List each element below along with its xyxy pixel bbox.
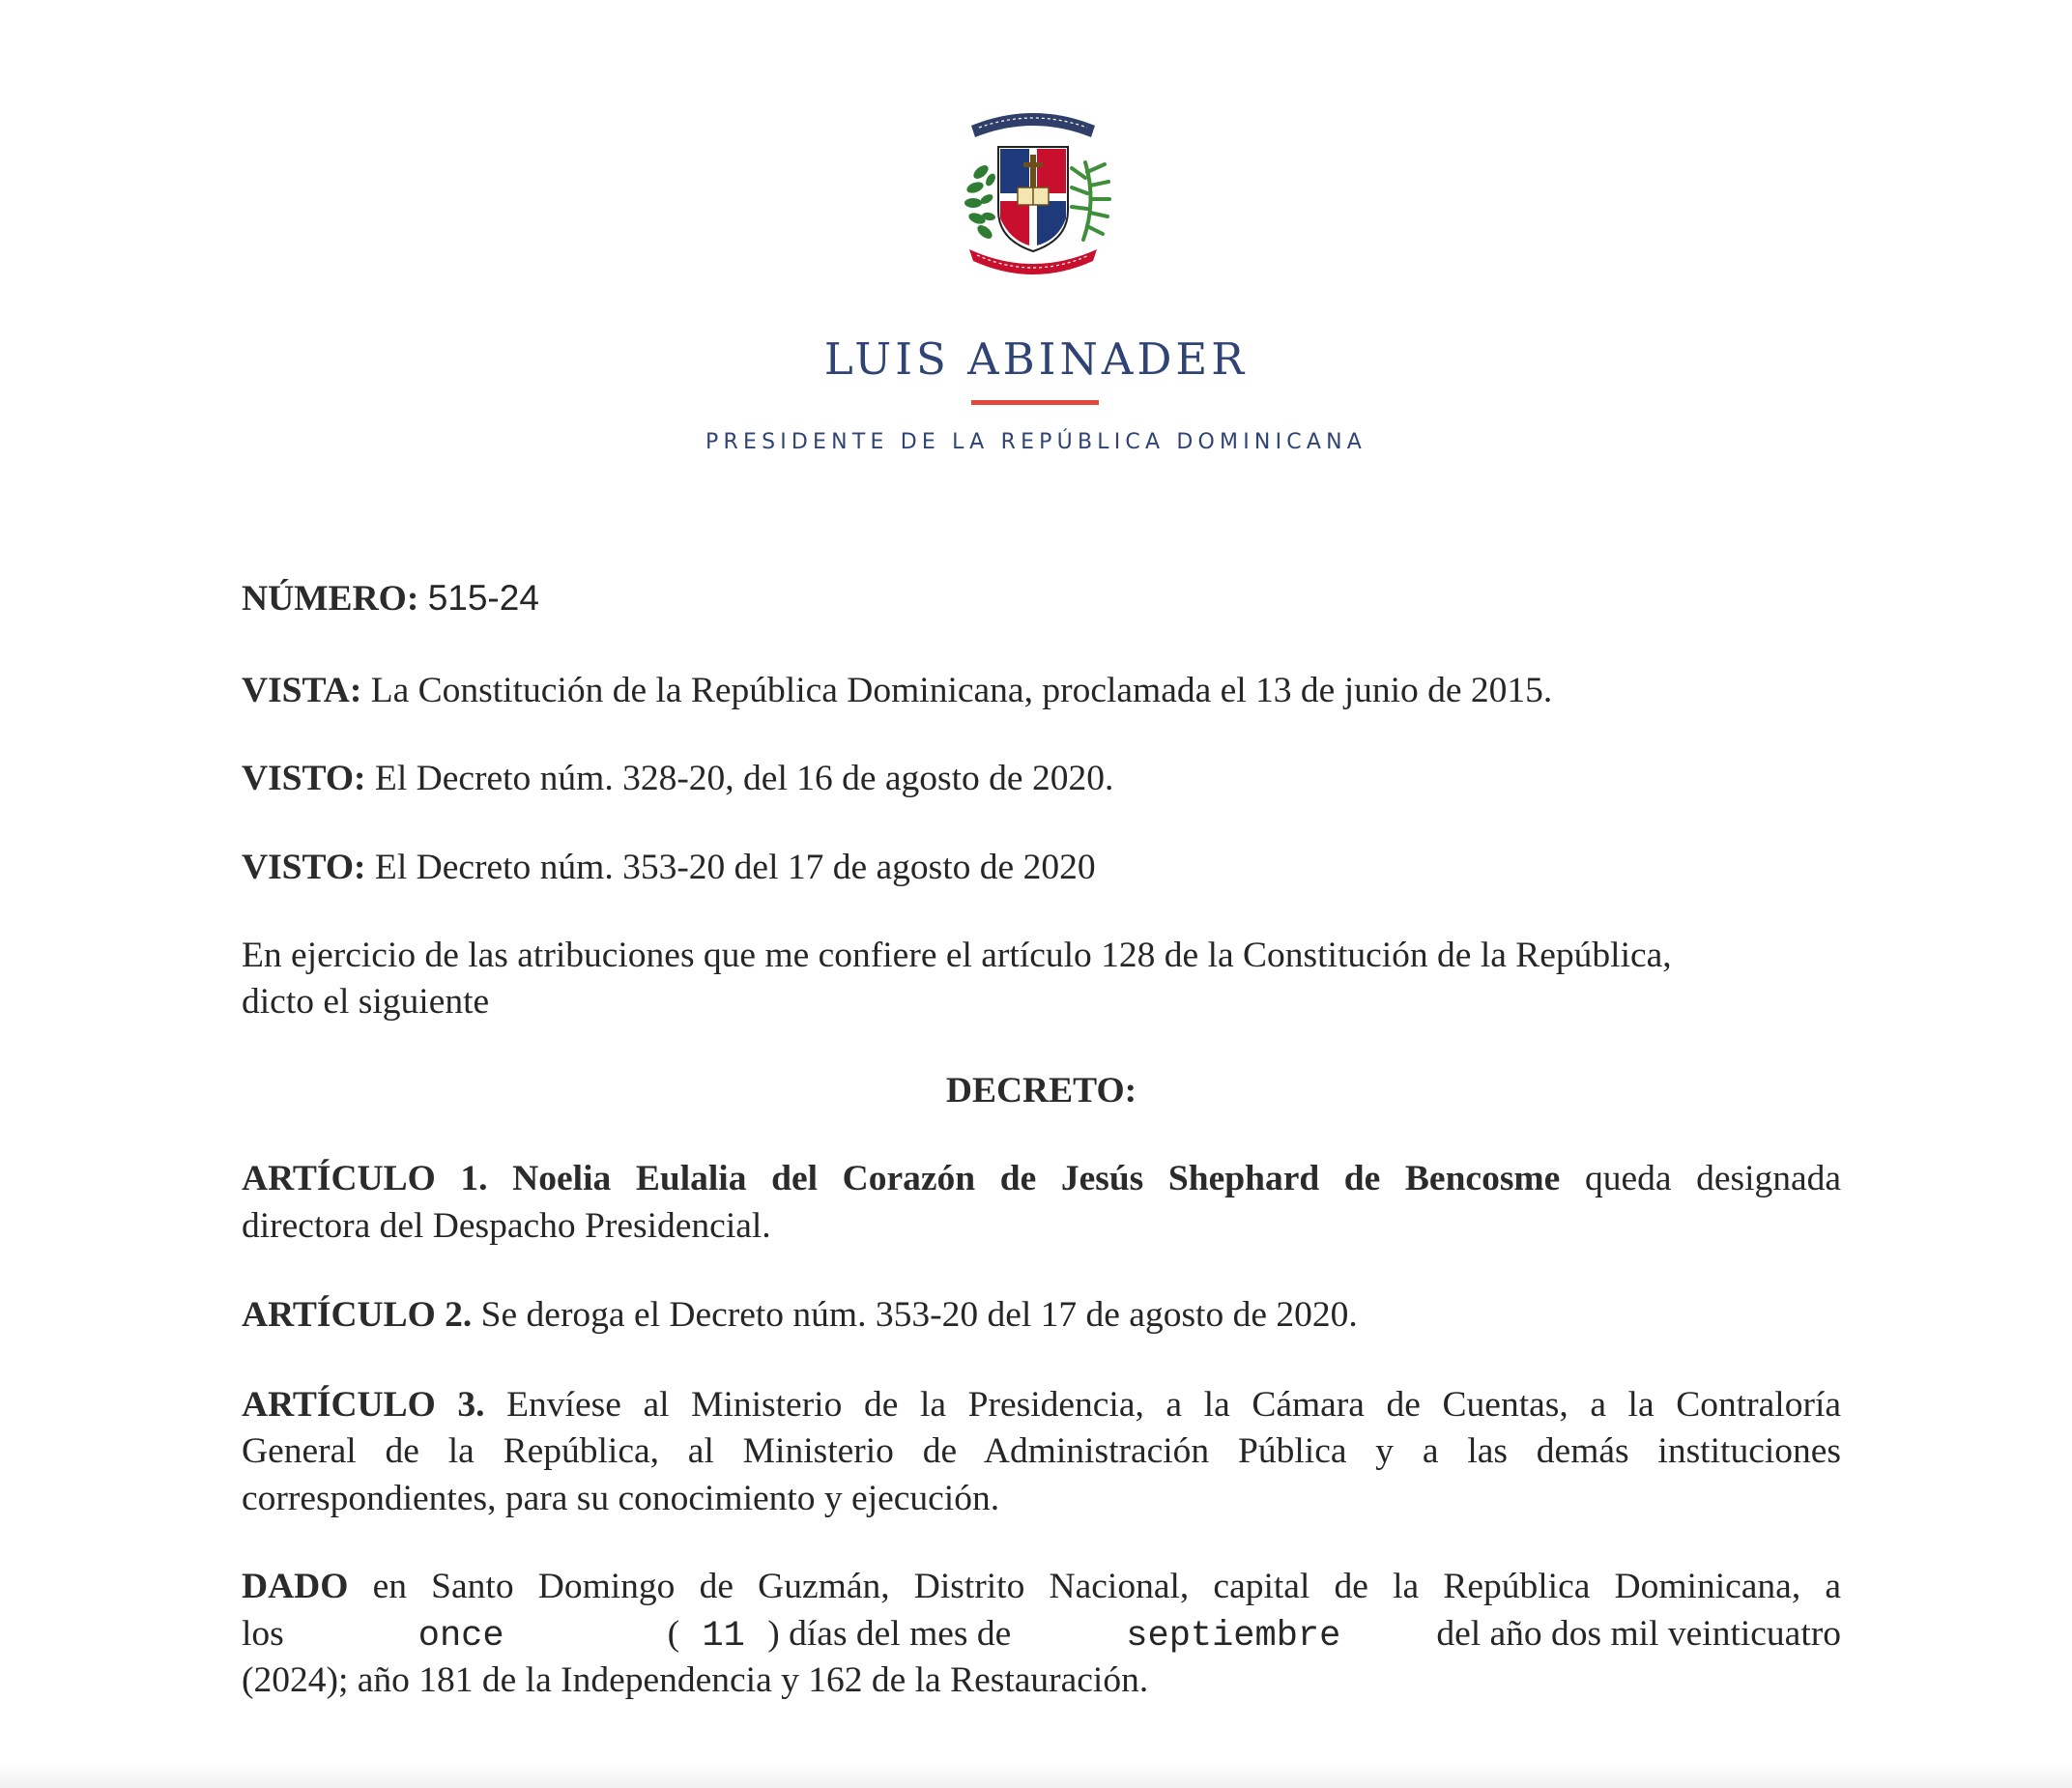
visto-paragraph-2 xyxy=(242,844,1841,891)
vista-paragraph xyxy=(242,667,1841,714)
article-3-line-3: correspondientes, para su conocimiento y ejecución. xyxy=(242,1479,1000,1518)
header-accent-rule xyxy=(971,400,1099,405)
numero-label: NÚMERO: xyxy=(242,579,419,619)
dado-day-words: once xyxy=(417,1616,504,1657)
coat-of-arms-seal xyxy=(952,104,1114,276)
dado-line-2 xyxy=(242,1610,1841,1660)
numero-value: 515-24 xyxy=(427,578,539,618)
dado-line-1 xyxy=(242,1563,1841,1610)
ejercicio-line-2: dicto el siguiente xyxy=(242,982,490,1022)
dado-day-number: 11 xyxy=(702,1616,745,1657)
decreto-heading-text: DECRETO: xyxy=(945,1071,1137,1110)
dado-paren-open: ( xyxy=(667,1614,680,1654)
article-3-line-1 xyxy=(242,1381,1841,1428)
visto-label-2: VISTO: xyxy=(242,848,366,887)
dado-month-intro: ) días del mes de xyxy=(767,1614,1012,1654)
vista-label: VISTA: xyxy=(242,671,362,710)
visto-text-2: El Decreto núm. 353-20 del 17 de agosto de 2020 xyxy=(374,848,1096,887)
president-title: PRESIDENTE DE LA REPÚBLICA DOMINICANA xyxy=(705,430,1367,454)
dado-label: DADO xyxy=(242,1567,349,1606)
article-3-label: ARTÍCULO 3. xyxy=(242,1385,485,1425)
dado-los: los xyxy=(242,1614,284,1654)
article-2 xyxy=(242,1291,1841,1339)
article-3-line-2: General de la República, al Ministerio de Administración Pública y a las demás instituciones xyxy=(242,1431,1841,1471)
article-2-label: ARTÍCULO 2. xyxy=(242,1295,473,1335)
ejercicio-line-1: En ejercicio de las atribuciones que me confiere el artículo 128 de la Constitución de la República, xyxy=(242,936,1672,975)
dado-line-3: (2024); año 181 de la Independencia y 162 de la Restauración. xyxy=(242,1660,1149,1700)
article-2-text: Se deroga el Decreto núm. 353-20 del 17 de agosto de 2020. xyxy=(480,1295,1358,1335)
page-edge-shadow xyxy=(0,1763,2072,1788)
visto-label-1: VISTO: xyxy=(242,759,366,798)
article-3-text-1: Envíese al Ministerio de la Presidencia, a la Cámara de Cuentas, a la Contraloría xyxy=(506,1385,1842,1425)
dado-text-1: en Santo Domingo de Guzmán, Distrito Nacional, capital de la República Dominicana, a xyxy=(372,1567,1842,1606)
article-1-tail: queda designada xyxy=(1584,1159,1842,1198)
visto-paragraph-1 xyxy=(242,755,1841,802)
article-1-line-1 xyxy=(242,1155,1841,1202)
dado-month: septiembre xyxy=(1126,1616,1341,1657)
article-1-line-2: directora del Despacho Presidencial. xyxy=(242,1206,771,1246)
article-1-label: ARTÍCULO 1. xyxy=(242,1159,488,1198)
decree-number xyxy=(242,574,1841,622)
dado-day-group xyxy=(668,1610,1012,1660)
appointee-name: Noelia Eulalia del Corazón de Jesús Shephard de Bencosme xyxy=(512,1159,1561,1198)
decreto-heading xyxy=(242,1067,1841,1114)
president-name: LUIS ABINADER xyxy=(823,333,1249,385)
visto-text-1: El Decreto núm. 328-20, del 16 de agosto de 2020. xyxy=(374,759,1114,798)
vista-text: La Constitución de la República Dominicana, proclamada el 13 de junio de 2015. xyxy=(370,671,1553,710)
dado-year-text: del año dos mil veinticuatro xyxy=(1436,1614,1841,1654)
